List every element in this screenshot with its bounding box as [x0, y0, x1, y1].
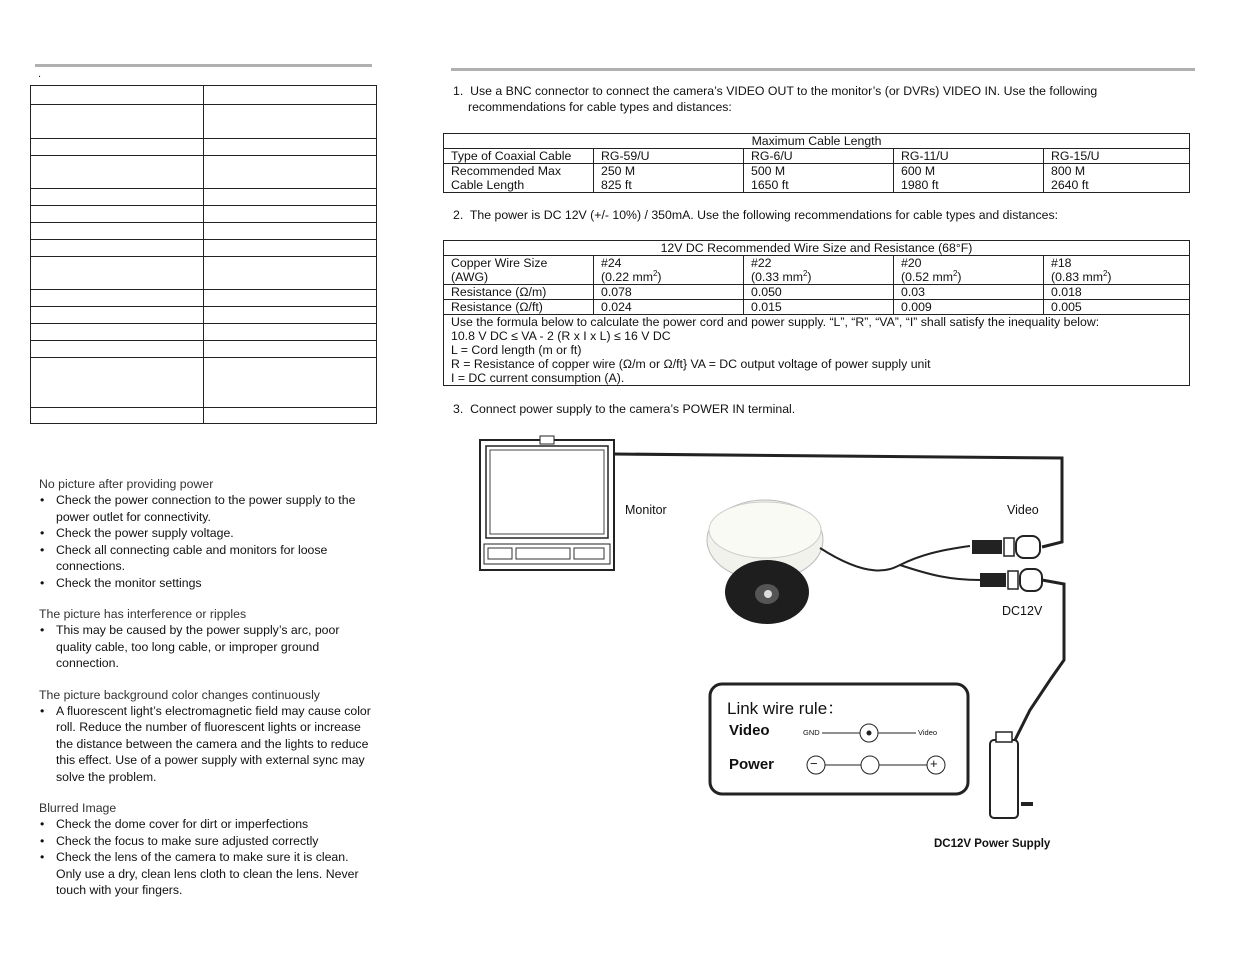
power-supply-label: DC12V Power Supply — [934, 838, 1051, 850]
step-2 — [453, 207, 1173, 223]
spec-row — [31, 324, 377, 341]
spec-row — [31, 223, 377, 240]
video-pin-dot — [867, 731, 872, 736]
length-m: 600 M — [901, 164, 936, 178]
ts-group — [39, 800, 374, 899]
row-label-line: Recommended Max — [451, 164, 562, 178]
value-cell: 0.078 — [594, 285, 744, 300]
superscript: 2 — [952, 268, 958, 278]
row-label — [444, 256, 594, 285]
table-row — [444, 164, 1190, 193]
row-label: Resistance (Ω/m) — [444, 285, 594, 300]
link-rule-power: Power — [729, 756, 775, 773]
area: (0.52 mm — [901, 270, 953, 284]
paren: ) — [957, 270, 962, 284]
superscript: 2 — [1102, 268, 1108, 278]
video-pin-label: Video — [918, 728, 938, 737]
step-number: 2. — [453, 208, 464, 222]
step-text: The power is DC 12V (+/- 10%) / 350mA. Use the following recommendations for cable types and distances: — [469, 208, 1059, 222]
row-label-line: Cable Length — [451, 178, 525, 192]
area: (0.83 mm — [1051, 270, 1103, 284]
gauge-cell — [594, 256, 744, 285]
video-cable — [614, 454, 1062, 547]
power-bnc-connector-icon — [980, 569, 1042, 591]
length-ft: 1980 ft — [901, 178, 939, 192]
table-row — [444, 315, 1190, 386]
step-text: recommendations for cable types and distances: — [468, 100, 732, 114]
paren: ) — [657, 270, 662, 284]
video-bnc-connector-icon — [972, 536, 1040, 558]
length-cell — [744, 164, 894, 193]
paren: ) — [1107, 270, 1112, 284]
gnd-label: GND — [803, 728, 820, 737]
ts-item: • A fluorescent light’s electromagnetic field may cause color roll. Reduce the number of fluorescent lights or increase the distance between the camera and the lights to reduce this effect. Use of a power supply with external sync may solve the problem. — [56, 703, 374, 786]
camera-lead — [900, 565, 980, 580]
ts-item: • This may be caused by the power supply’s arc, poor quality cable, too long cable, or improper ground connection. — [56, 622, 374, 672]
row-label-line: Copper Wire Size — [451, 256, 548, 270]
table-row — [444, 285, 1190, 300]
cable-type-cell: RG-59/U — [594, 149, 744, 164]
spec-row — [31, 105, 377, 139]
spec-table — [30, 85, 377, 424]
gauge: #20 — [901, 256, 922, 270]
row-label — [444, 164, 594, 193]
spec-row — [31, 156, 377, 189]
paren: ) — [807, 270, 812, 284]
ts-item: • Check the power supply voltage. — [56, 525, 374, 542]
step-1 — [453, 83, 1153, 115]
value-cell: 0.018 — [1044, 285, 1190, 300]
ts-item: • Check the dome cover for dirt or imperfections — [56, 816, 374, 833]
formula-line: I = DC current consumption (A). — [451, 371, 625, 385]
link-rule-video: Video — [729, 722, 770, 739]
value-cell: 0.015 — [744, 300, 894, 315]
table-title: 12V DC Recommended Wire Size and Resistance (68°F) — [444, 241, 1190, 256]
length-m: 250 M — [601, 164, 636, 178]
formula-line: R = Resistance of copper wire (Ω/m or Ω/ft} VA = DC output voltage of power supply unit — [451, 357, 931, 371]
ts-list — [39, 816, 374, 899]
area: (0.22 mm — [601, 270, 653, 284]
gauge: #24 — [601, 256, 622, 270]
power-supply-icon — [990, 732, 1033, 818]
table-row — [444, 149, 1190, 164]
value-cell: 0.03 — [894, 285, 1044, 300]
row-label: Type of Coaxial Cable — [444, 149, 594, 164]
ts-group — [39, 606, 374, 672]
spec-row — [31, 139, 377, 156]
camera-lead — [820, 546, 970, 571]
ts-group — [39, 687, 374, 786]
formula-cell — [444, 315, 1190, 386]
spec-row — [31, 290, 377, 307]
step-text: Use a BNC connector to connect the camera’s VIDEO OUT to the monitor’s (or DVRs) VIDEO IN. Use the following — [470, 84, 1098, 98]
spec-row — [31, 341, 377, 358]
left-header-rule — [35, 64, 372, 67]
value-cell: 0.009 — [894, 300, 1044, 315]
center-terminal-icon — [861, 756, 879, 774]
stray-dot: . — [38, 68, 42, 80]
formula-line: 10.8 V DC ≤ VA - 2 (R x I x L) ≤ 16 V DC — [451, 329, 671, 343]
cable-type-cell: RG-15/U — [1044, 149, 1190, 164]
length-cell — [594, 164, 744, 193]
dome-camera-icon — [707, 500, 823, 624]
link-rule-title: Link wire rule： — [727, 699, 845, 718]
wiring-diagram — [470, 430, 1090, 860]
monitor-label: Monitor — [625, 503, 667, 517]
ts-list — [39, 492, 374, 591]
length-cell — [894, 164, 1044, 193]
ts-heading: Blurred Image — [39, 801, 117, 815]
spec-row — [31, 408, 377, 424]
ts-heading: The picture has interference or ripples — [39, 607, 247, 621]
ts-item: • Check the focus to make sure adjusted correctly — [56, 833, 374, 850]
ts-item: • Check the monitor settings — [56, 575, 374, 592]
wire-size-table — [443, 240, 1190, 386]
length-cell — [1044, 164, 1190, 193]
table-row — [444, 241, 1190, 256]
ts-heading: No picture after providing power — [39, 477, 214, 491]
length-m: 500 M — [751, 164, 786, 178]
table-title: Maximum Cable Length — [444, 134, 1190, 149]
right-header-rule — [451, 68, 1195, 71]
spec-row — [31, 86, 377, 105]
area: (0.33 mm — [751, 270, 803, 284]
superscript: 2 — [652, 268, 658, 278]
spec-row — [31, 358, 377, 408]
formula-line: L = Cord length (m or ft) — [451, 343, 582, 357]
troubleshooting-section — [39, 476, 374, 899]
gauge: #18 — [1051, 256, 1072, 270]
table-row — [444, 256, 1190, 285]
step-number: 1. — [453, 84, 464, 98]
spec-row — [31, 257, 377, 290]
value-cell: 0.050 — [744, 285, 894, 300]
superscript: 2 — [802, 268, 808, 278]
step-number: 3. — [453, 402, 464, 416]
ts-heading: The picture background color changes continuously — [39, 687, 320, 702]
ts-list — [39, 703, 374, 786]
row-label: Resistance (Ω/ft) — [444, 300, 594, 315]
dc12v-label: DC12V — [1002, 604, 1043, 618]
ts-item: • Check the lens of the camera to make sure it is clean. Only use a dry, clean lens cloth to clean the lens. Never touch with your fingers. — [56, 849, 374, 899]
length-ft: 1650 ft — [751, 178, 789, 192]
row-label-line: (AWG) — [451, 270, 489, 284]
spec-row — [31, 206, 377, 223]
table-row — [444, 300, 1190, 315]
cable-type-cell: RG-6/U — [744, 149, 894, 164]
gauge-cell — [894, 256, 1044, 285]
step-3 — [453, 401, 1173, 417]
ts-group — [39, 476, 374, 591]
length-ft: 2640 ft — [1051, 178, 1089, 192]
gauge-cell — [744, 256, 894, 285]
length-ft: 825 ft — [601, 178, 632, 192]
plus-sign: + — [930, 756, 938, 771]
table-row — [444, 134, 1190, 149]
gauge-cell — [1044, 256, 1190, 285]
ts-item: • Check all connecting cable and monitors for loose connections. — [56, 542, 374, 575]
minus-sign: − — [810, 756, 818, 771]
step-text: Connect power supply to the camera’s POWER IN terminal. — [470, 402, 796, 416]
value-cell: 0.005 — [1044, 300, 1190, 315]
value-cell: 0.024 — [594, 300, 744, 315]
length-m: 800 M — [1051, 164, 1086, 178]
formula-line: Use the formula below to calculate the power cord and power supply. “L”, “R”, “VA”, “I” shall satisfy the inequality below: — [451, 315, 1100, 329]
spec-row — [31, 240, 377, 257]
spec-row — [31, 189, 377, 206]
ts-item: • Check the power connection to the power supply to the power outlet for connectivity. — [56, 492, 374, 525]
monitor-icon — [480, 436, 614, 570]
cable-type-cell: RG-11/U — [894, 149, 1044, 164]
spec-row — [31, 307, 377, 324]
coax-cable-table — [443, 133, 1190, 193]
ts-list — [39, 622, 374, 672]
gauge: #22 — [751, 256, 772, 270]
video-label: Video — [1007, 503, 1039, 517]
